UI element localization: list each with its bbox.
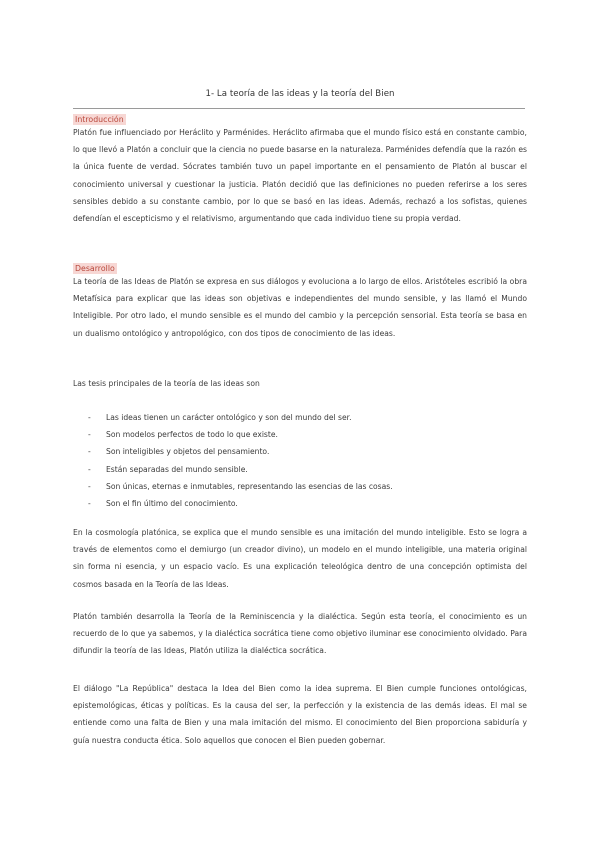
intro-paragraph: Platón fue influenciado por Heráclito y Parménides. Heráclito afirmaba que el mundo físico está en constante cambio, lo que llevó a Platón a concluir que la ciencia no puede basarse en la naturaleza. Parménides defendía que la razón es la única fuente de verdad. Sócrates también tuvo un papel importante en el pensamiento de Platón al buscar el conocimiento universal y cuestionar la justicia. Platón decidió que las definiciones no pueden referirse a los seres sensibles debido a su constante cambio, por lo que se basó en las ideas. Además, rechazó a los sofistas, quienes defendían el escepticismo y el relativismo, argumentando que cada individuo tiene su propia verdad. (73, 128, 527, 224)
document-title: 1- La teoría de las ideas y la teoría del Bien (205, 89, 395, 99)
cosmology-paragraph: En la cosmología platónica, se explica que el mundo sensible es una imitación del mundo inteligible. Esto se logra a través de elementos como el demiurgo (un creador divino), un modelo en el mundo inteligible, una materia original sin forma ni esencia, y un espacio vacío. Es una explicación teleológica dentro de una concepción optimista del cosmos basada en la Teoría de las Ideas. (73, 528, 527, 589)
bullet-dash: - (88, 413, 91, 422)
title-divider (73, 108, 525, 109)
list-item: - Las ideas tienen un carácter ontológico y son del mundo del ser. (88, 409, 528, 426)
bullet-dash: - (88, 498, 91, 508)
desarrollo-section (73, 262, 527, 342)
list-item: - Están separadas del mundo sensible. (88, 461, 528, 478)
theses-intro: Las tesis principales de la teoría de las ideas son (73, 379, 260, 388)
bullet-dash: - (88, 430, 91, 440)
theses-list (88, 409, 528, 512)
bullet-dash: - (88, 447, 91, 457)
bullet-dash: - (88, 481, 91, 491)
list-item: - Son inteligibles y objetos del pensamiento. (88, 443, 528, 460)
desarrollo-paragraph: La teoría de las Ideas de Platón se expresa en sus diálogos y evoluciona a lo largo de ellos. Aristóteles escribió la obra Metafísica para explicar que las ideas son objetivas e independientes del mundo sensible, y las llamó el Mundo Inteligible. Por otro lado, el mundo sensible es el mundo del cambio y la percepción sensorial. Esta teoría se basa en un dualismo ontológico y antropológico, con dos tipos de conocimiento de las ideas. (73, 277, 527, 338)
bullet-dash: - (88, 464, 91, 474)
list-item: - Son únicas, eternas e inmutables, representando las esencias de las cosas. (88, 478, 528, 495)
reminiscence-paragraph: Platón también desarrolla la Teoría de la Reminiscencia y la dialéctica. Según esta teoría, el conocimiento es un recuerdo de lo que ya sabemos, y la dialéctica socrática tiene como objetivo iluminar ese conocimiento olvidado. Para difundir la teoría de las Ideas, Platón utiliza la dialéctica socrática. (73, 612, 527, 656)
list-item: - Son el fin último del conocimiento. (88, 495, 528, 512)
intro-section (73, 113, 527, 227)
intro-heading: Introducción (75, 115, 124, 124)
republic-paragraph: El diálogo "La República" destaca la Idea del Bien como la idea suprema. El Bien cumple funciones ontológicas, epistemológicas, éticas y políticas. Es la causa del ser, la perfección y la existencia de las demás ideas. El mal se entiende como una falta de Bien y una mala imitación del mismo. El conocimiento del Bien proporciona sabiduría y guía nuestra conducta ética. Solo aquellos que conocen el Bien pueden gobernar. (73, 684, 527, 745)
list-item: - Son modelos perfectos de todo lo que existe. (88, 426, 528, 443)
desarrollo-heading: Desarrollo (75, 264, 115, 273)
